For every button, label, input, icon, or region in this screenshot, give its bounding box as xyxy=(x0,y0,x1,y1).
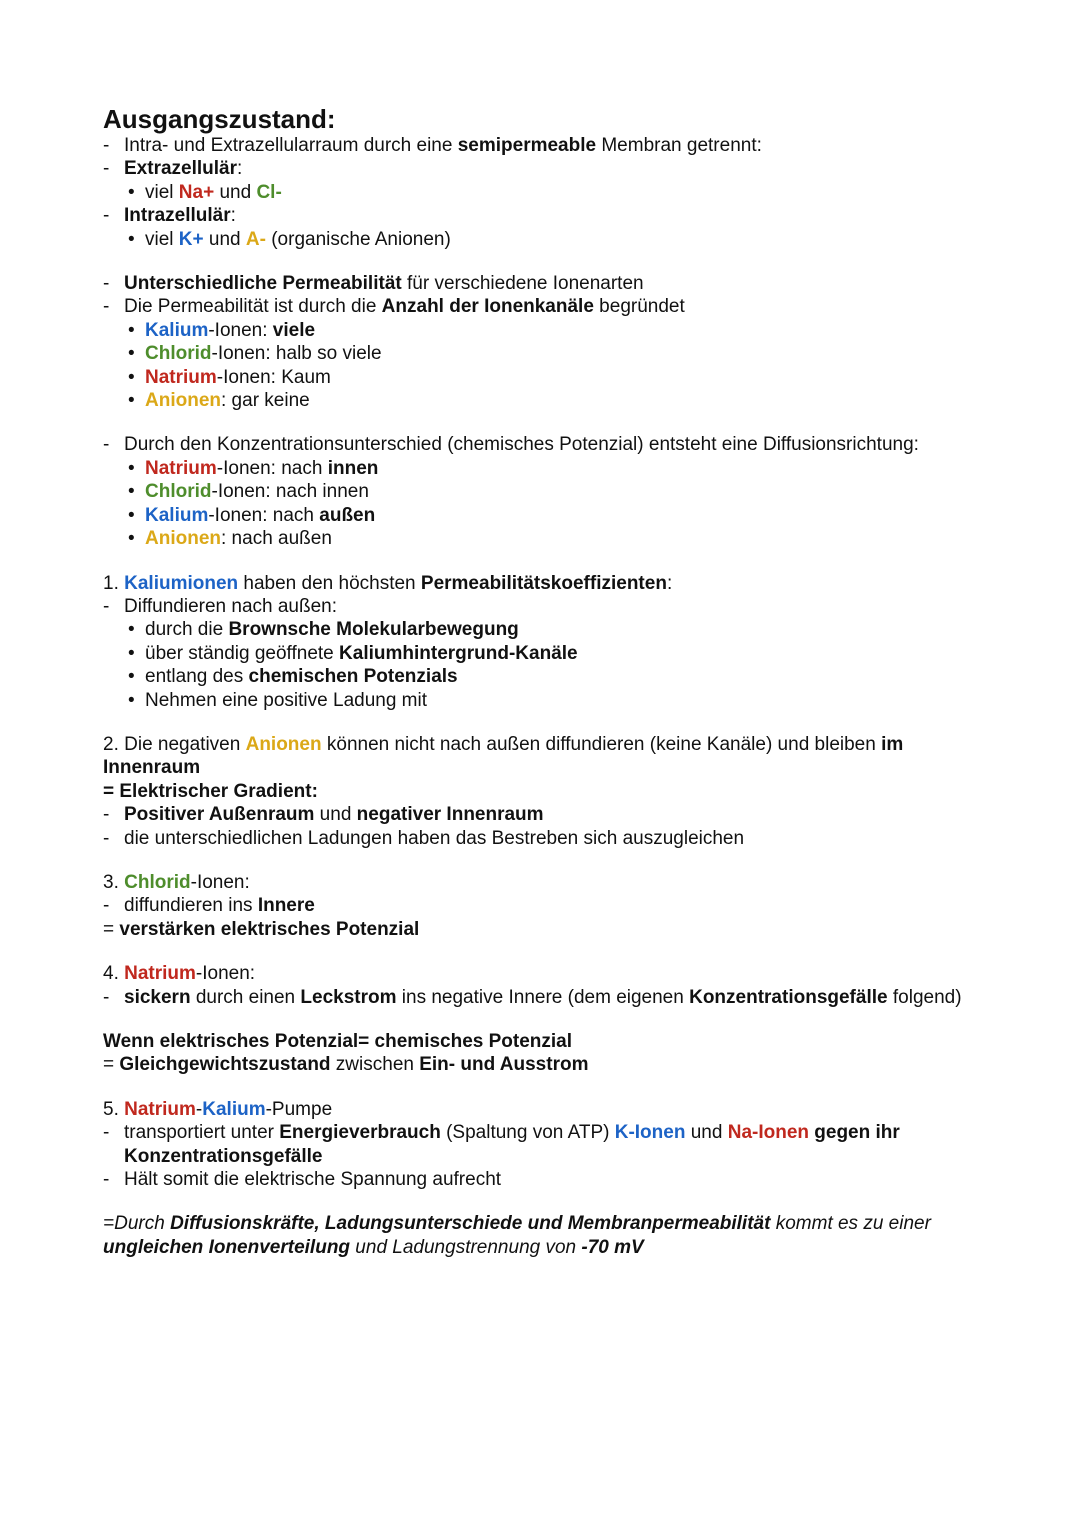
text-run: Kaliumhintergrund-Kanäle xyxy=(339,642,578,664)
bullet-item xyxy=(103,618,1003,641)
text-run: sickern xyxy=(124,986,191,1008)
text-run: entlang des xyxy=(145,666,249,688)
text-run: -Ionen: nach innen xyxy=(211,481,369,503)
bullet-item xyxy=(103,457,1003,480)
text-run: Leckstrom xyxy=(300,986,397,1008)
text-run: Extrazellulär xyxy=(124,158,237,180)
text-run: (organische Anionen) xyxy=(265,228,451,250)
text-run: für verschiedene Ionenarten xyxy=(401,273,644,295)
text-run: gegen ihr Konzentrationsgefälle xyxy=(124,1122,900,1167)
text-run: verstärken elektrisches Potenzial xyxy=(119,918,420,940)
dash-item xyxy=(103,595,1003,618)
bullet-item xyxy=(103,642,1003,665)
text-line xyxy=(103,1053,1003,1076)
text-run: -Ionen: xyxy=(195,963,256,985)
text-run: = xyxy=(103,1054,120,1076)
text-run: Natrium xyxy=(124,1098,196,1120)
text-run: Kalium xyxy=(202,1098,266,1120)
text-run: Anionen xyxy=(145,390,221,412)
text-run: -Ionen: halb so viele xyxy=(211,343,382,365)
dash-item xyxy=(103,1121,1003,1168)
text-run: chemischen Potenzials xyxy=(248,666,458,688)
bullet-item xyxy=(103,181,1003,204)
text-run: Intra- und Extrazellularraum durch eine xyxy=(124,135,458,156)
dash-item xyxy=(103,134,1003,157)
text-run: Anionen xyxy=(145,528,221,550)
document-title: Ausgangszustand: xyxy=(103,104,336,134)
text-line xyxy=(103,871,1003,894)
text-line xyxy=(103,733,1003,780)
dash-item xyxy=(103,827,1003,850)
dash-item xyxy=(103,433,1003,456)
text-run: durch die xyxy=(145,619,229,641)
dash-item xyxy=(103,1168,1003,1191)
text-run: negativer Innenraum xyxy=(356,804,544,826)
text-run: Membran getrennt: xyxy=(596,135,762,156)
text-run: Diffundieren nach außen: xyxy=(124,595,338,617)
text-run: -Ionen: nach xyxy=(216,457,328,479)
text-run: A- xyxy=(245,228,266,250)
text-run: : xyxy=(237,158,243,180)
text-run: Hält somit die elektrische Spannung aufrecht xyxy=(124,1169,502,1191)
text-run: Anzahl der Ionenkanäle xyxy=(381,296,594,318)
text-run: Intrazellulär xyxy=(124,205,231,227)
spacer xyxy=(103,850,1003,871)
text-line xyxy=(103,918,1003,941)
text-line xyxy=(103,962,1003,985)
bullet-item xyxy=(103,665,1003,688)
text-line xyxy=(103,1030,1003,1053)
text-run: semipermeable xyxy=(457,135,597,156)
bullet-item xyxy=(103,480,1003,503)
text-run: 2. Die negativen xyxy=(103,733,246,755)
text-run: und Ladungstrennung von xyxy=(350,1236,582,1258)
bullet-item xyxy=(103,366,1003,389)
dash-item xyxy=(103,894,1003,917)
text-run: und xyxy=(214,181,257,203)
dash-item xyxy=(103,157,1003,180)
bullet-item xyxy=(103,504,1003,527)
bullet-item xyxy=(103,228,1003,251)
text-run: Natrium xyxy=(124,963,196,985)
text-run: ins negative Innere (dem eigenen xyxy=(396,986,690,1008)
text-run: im Innenraum xyxy=(103,733,904,779)
text-run: =Durch xyxy=(103,1213,171,1235)
text-run: folgend) xyxy=(887,986,962,1008)
text-run: Brownsche Molekularbewegung xyxy=(228,619,519,641)
text-run: : xyxy=(666,572,673,594)
text-run: 4. xyxy=(103,963,125,985)
dash-item xyxy=(103,204,1003,227)
text-run: über ständig geöffnete xyxy=(145,642,340,664)
text-run: : nach außen xyxy=(221,528,332,550)
text-run: K+ xyxy=(178,228,204,250)
text-run: viel xyxy=(145,228,179,250)
spacer xyxy=(103,1191,1003,1212)
text-run: kommt es zu einer xyxy=(770,1213,931,1235)
text-run: Innere xyxy=(257,895,315,917)
text-run: Na+ xyxy=(178,181,215,203)
spacer xyxy=(103,1077,1003,1098)
text-run: : gar keine xyxy=(221,390,310,412)
text-run: Na-Ionen xyxy=(727,1122,809,1144)
text-run: - xyxy=(195,1098,203,1120)
text-run: Energieverbrauch xyxy=(279,1122,441,1144)
text-run: Gleichgewichtszustand xyxy=(119,1054,331,1076)
text-run: Kalium xyxy=(145,504,209,526)
dash-item xyxy=(103,986,1003,1009)
text-line xyxy=(103,572,1003,595)
text-run: Anionen xyxy=(245,733,322,755)
text-run: viel xyxy=(145,181,179,203)
bullet-item xyxy=(103,389,1003,412)
text-run: und xyxy=(203,228,246,250)
text-line xyxy=(103,780,1003,803)
text-run: und xyxy=(685,1122,728,1144)
text-run: Konzentrationsgefälle xyxy=(689,986,888,1008)
text-run: Durch den Konzentrationsunterschied (chemisches Potenzial) entsteht eine Diffusionsrichtung: xyxy=(124,434,919,456)
text-run: Wenn elektrisches Potenzial= chemisches Potenzial xyxy=(103,1031,573,1052)
text-run: können nicht nach außen diffundieren (keine Kanäle) und bleiben xyxy=(321,733,882,755)
text-run: 5. xyxy=(103,1098,125,1120)
dash-item xyxy=(103,272,1003,295)
text-run: Ein- und Ausstrom xyxy=(419,1054,589,1076)
text-run: innen xyxy=(327,457,379,479)
text-run: Cl- xyxy=(256,181,282,203)
text-run: Permeabilitätskoeffizienten xyxy=(420,572,667,594)
text-run: Kaliumionen xyxy=(124,572,239,594)
text-run: Nehmen eine positive Ladung mit xyxy=(145,689,428,711)
text-line xyxy=(103,1098,1003,1121)
spacer xyxy=(103,1009,1003,1030)
text-run: K-Ionen xyxy=(614,1122,686,1144)
text-run: : xyxy=(230,205,236,227)
text-run: begründet xyxy=(593,296,685,318)
spacer xyxy=(103,941,1003,962)
text-run: viele xyxy=(272,319,316,341)
spacer xyxy=(103,712,1003,733)
spacer xyxy=(103,412,1003,433)
text-run: Positiver Außenraum xyxy=(124,804,315,826)
text-run: ungleichen Ionenverteilung xyxy=(103,1236,351,1258)
text-run: -70 mV xyxy=(581,1236,644,1258)
text-run: Diffusionskräfte, Ladungsunterschiede und Membranpermeabilität xyxy=(170,1213,771,1235)
text-run: Natrium xyxy=(145,457,217,479)
text-run: transportiert unter xyxy=(124,1122,280,1144)
text-run: und xyxy=(314,804,357,826)
bullet-item xyxy=(103,319,1003,342)
text-run: Die Permeabilität ist durch die xyxy=(124,296,382,318)
text-run: -Ionen: nach xyxy=(208,504,320,526)
text-run: = xyxy=(103,918,120,940)
text-run: -Ionen: xyxy=(208,319,273,341)
dash-item xyxy=(103,295,1003,318)
text-run: diffundieren ins xyxy=(124,895,258,917)
text-run: Chlorid xyxy=(145,343,212,365)
text-run: Chlorid xyxy=(124,871,191,893)
text-run: außen xyxy=(319,504,376,526)
text-run: durch einen xyxy=(190,986,301,1008)
bullet-item xyxy=(103,527,1003,550)
text-run: -Ionen: xyxy=(190,871,250,893)
text-run: 3. xyxy=(103,871,125,893)
spacer xyxy=(103,251,1003,272)
text-run: Kalium xyxy=(145,319,209,341)
text-run: (Spaltung von ATP) xyxy=(440,1122,615,1144)
text-run: Natrium xyxy=(145,366,217,388)
bullet-item xyxy=(103,689,1003,712)
text-run: = Elektrischer Gradient: xyxy=(103,780,318,802)
text-run: -Pumpe xyxy=(265,1098,333,1120)
notes-list xyxy=(103,134,1003,1259)
text-run: zwischen xyxy=(330,1054,420,1076)
text-run: 1. xyxy=(103,572,125,594)
text-run: die unterschiedlichen Ladungen haben das Bestreben sich auszugleichen xyxy=(124,827,745,849)
text-run: Chlorid xyxy=(145,481,212,503)
bullet-item xyxy=(103,342,1003,365)
dash-item xyxy=(103,803,1003,826)
text-run: Unterschiedliche Permeabilität xyxy=(124,273,402,295)
document-body xyxy=(103,104,1003,1259)
text-run: -Ionen: Kaum xyxy=(216,366,331,388)
spacer xyxy=(103,551,1003,572)
text-line xyxy=(103,1212,1003,1259)
text-run: haben den höchsten xyxy=(238,572,421,594)
